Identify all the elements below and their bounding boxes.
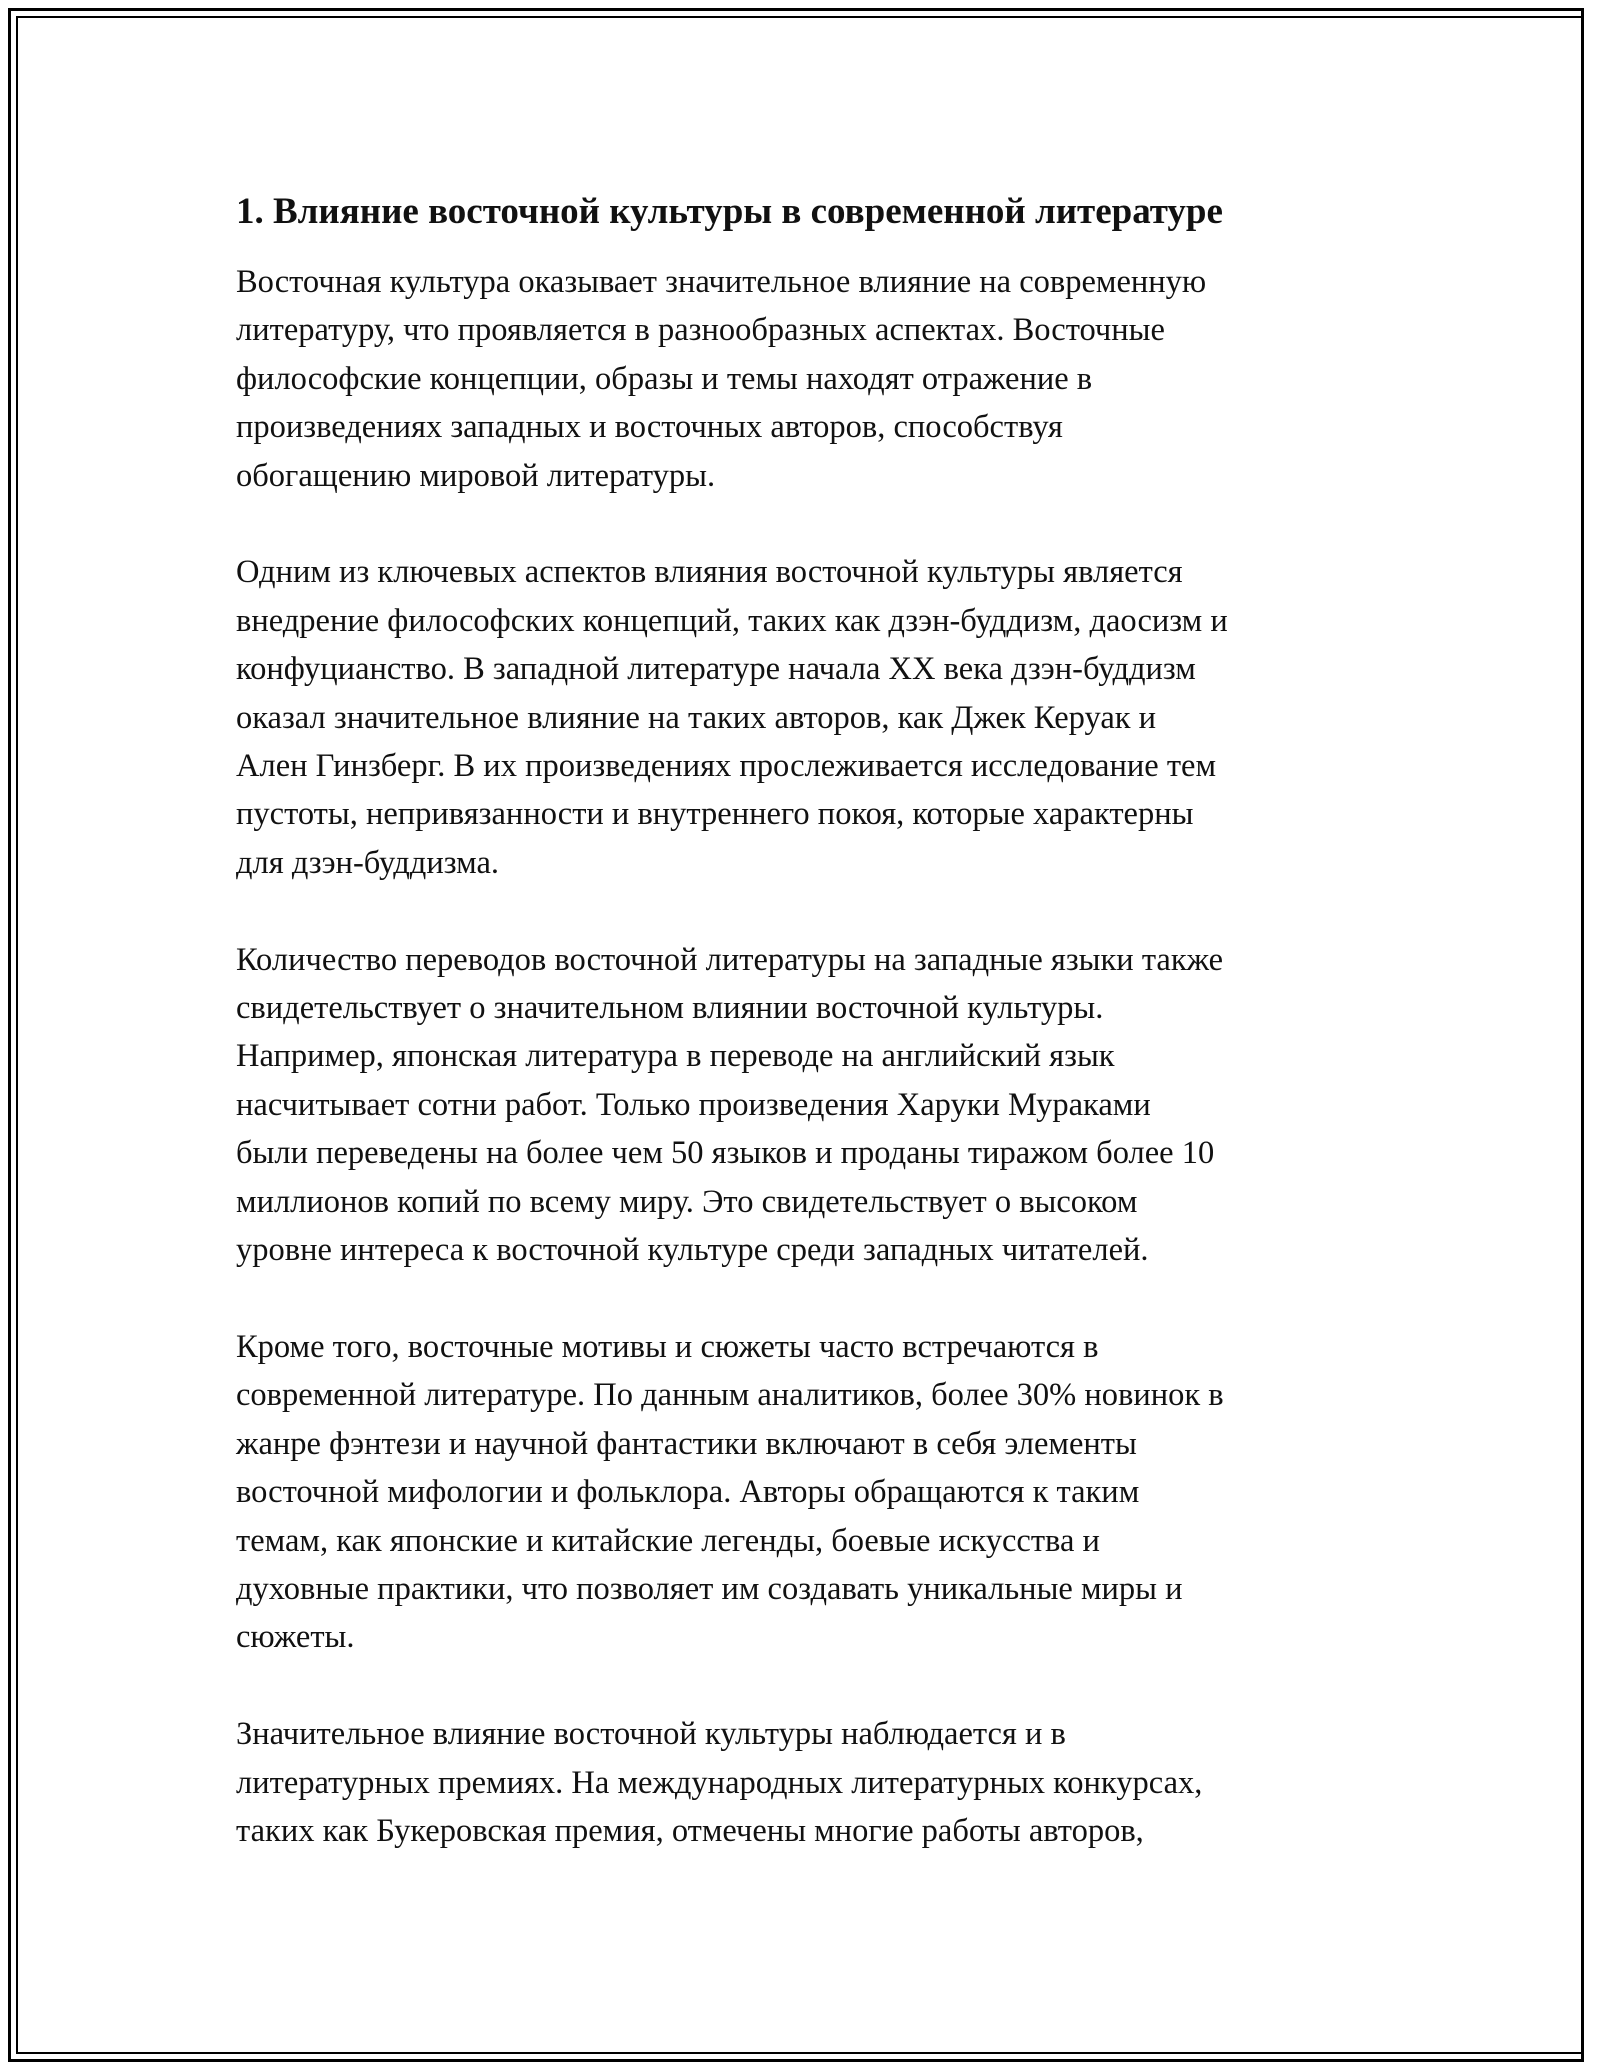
text-line: духовные практики, что позволяет им создавать уникальные миры и (236, 1570, 1183, 1607)
text-line: свидетельствует о значительном влиянии восточной культуры. (236, 990, 1104, 1027)
text-line: Количество переводов восточной литературы на западные языки также (236, 941, 1224, 978)
text-line: произведениях западных и восточных авторов, способствуя (236, 409, 1063, 446)
paragraph-1 (236, 258, 1376, 500)
paragraph-3 (236, 936, 1376, 1275)
text-line: Одним из ключевых аспектов влияния восточной культуры является (236, 554, 1183, 591)
document-body (236, 188, 1376, 1904)
text-line: конфуцианство. В западной литературе начала XX века дзэн-буддизм (236, 651, 1196, 688)
text-line: таких как Букеровская премия, отмечены многие работы авторов, (236, 1812, 1144, 1849)
paragraph-4 (236, 1323, 1376, 1662)
text-line: уровне интереса к восточной культуре среди западных читателей. (236, 1232, 1149, 1269)
text-line: литературу, что проявляется в разнообразных аспектах. Восточные (236, 312, 1165, 349)
text-line: пустоты, непривязанности и внутреннего покоя, которые характерны (236, 796, 1194, 833)
text-line: Кроме того, восточные мотивы и сюжеты часто встречаются в (236, 1328, 1099, 1365)
text-line: восточной мифологии и фольклора. Авторы обращаются к таким (236, 1474, 1140, 1511)
section-heading: 1. Влияние восточной культуры в современной литературе (236, 191, 1223, 232)
text-line: Например, японская литература в переводе на английский язык (236, 1038, 1115, 1075)
text-line: Ален Гинзберг. В их произведениях прослеживается исследование тем (236, 748, 1217, 785)
text-line: оказал значительное влияние на таких авторов, как Джек Керуак и (236, 699, 1157, 736)
text-line: для дзэн-буддизма. (236, 844, 499, 881)
text-line: насчитывает сотни работ. Только произведения Харуки Мураками (236, 1086, 1151, 1123)
paragraph-5 (236, 1710, 1376, 1855)
text-line: сюжеты. (236, 1619, 355, 1656)
text-line: миллионов копий по всему миру. Это свидетельствует о высоком (236, 1183, 1138, 1220)
text-line: современной литературе. По данным аналитиков, более 30% новинок в (236, 1377, 1224, 1414)
text-line: темам, как японские и китайские легенды, боевые искусства и (236, 1522, 1100, 1559)
text-line: Значительное влияние восточной культуры наблюдается и в (236, 1716, 1066, 1753)
text-line: были переведены на более чем 50 языков и проданы тиражом более 10 (236, 1135, 1215, 1172)
text-line: Восточная культура оказывает значительное влияние на современную (236, 264, 1207, 300)
paragraph-2 (236, 548, 1376, 887)
text-line: жанре фэнтези и научной фантастики включают в себя элементы (236, 1425, 1137, 1462)
text-line: внедрение философских концепций, таких как дзэн-буддизм, даосизм и (236, 602, 1228, 639)
text-line: литературных премиях. На международных литературных конкурсах, (236, 1764, 1203, 1801)
text-line: философские концепции, образы и темы находят отражение в (236, 360, 1093, 397)
text-line: обогащению мировой литературы. (236, 457, 716, 494)
